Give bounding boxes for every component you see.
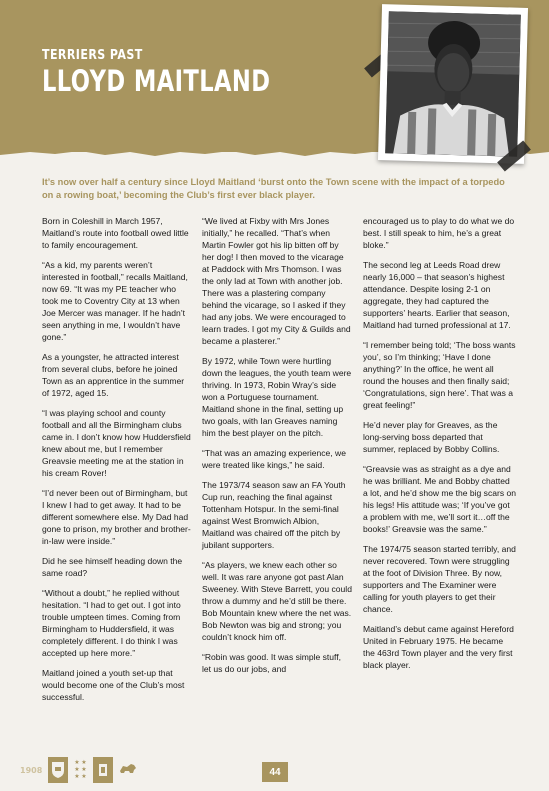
paragraph: “We lived at Fixby with Mrs Jones initially,” he recalled. “That’s when Martin Fowler got his lip bitten off by her dog! I then moved to the vicarage at Paddock with Mrs Thomson. I was the only lad at Town with another job. There was a plastering company behind the vicarage, so I asked if they had any jobs. We were encouraged to learn trades. I got my City & Guilds and became a plasterer.” [202,216,351,346]
footer-logos [20,757,137,783]
paragraph: “That was an amazing experience, we were treated like kings,” he said. [202,448,346,470]
player-photo [385,11,521,156]
stars-icon: ★ ★ ★ ★ ★ ★ [74,759,87,780]
paragraph: The 1974/75 season started terribly, and never recovered. Town were struggling at the foot of Division Three. By now, supporters and The Examiner were calling for youth players to get their chance. [363,544,516,614]
club-crest-icon [48,757,68,783]
paragraph: “Robin was good. It was simple stuff, let us do our jobs, and [202,652,342,674]
paragraph: “I was playing school and county football and all the Birmingham clubs came in. I don’t know how Huddersfield knew about me, but I remember Greavsie meeting me at the station in his cream Rover! [42,408,191,478]
paragraph: By 1972, while Town were hurtling down the leagues, the youth team were thriving. In 1973, Robin Wray’s side won a Portuguese tournament. Maitland shone in the final, setting up two goals, with Ian Greaves naming him the best player on the pitch. [202,356,352,438]
paragraph: “I remember being told; ‘The boss wants you’, so I’m thinking; ‘Have I done anything?’ In the office, he went all round the houses and then finally said; ‘Congratulations, sign here’. That was a great feeling!” [363,340,516,410]
player-photo-frame [378,4,528,164]
page-number: 44 [262,762,288,782]
terrier-dog-icon [119,761,137,780]
section-kicker: TERRIERS PAST [42,48,143,63]
paragraph: Born in Coleshill in March 1957, Maitland’s route into football owed little to family encouragement. [42,216,189,250]
paragraph: Did he see himself heading down the same road? [42,556,183,578]
paragraph: Maitland’s debut came against Hereford United in February 1975. He became the 463rd Town player and the very first black player. [363,624,514,670]
paragraph: “I’d never been out of Birmingham, but I knew I had to get away. It had to be different somewhere else. My Dad had gone to prison, my brother and brother-in-law were inside.” [42,488,191,546]
paragraph: The 1973/74 season saw an FA Youth Cup run, reaching the final against Tottenham Hotspur. In the semi-final against West Bromwich Albion, Maitland was chaired off the pitch by jubilant supporters. [202,480,346,550]
paragraph: He’d never play for Greaves, as the long-serving boss departed that summer, replaced by Bobby Collins. [363,420,500,454]
paragraph: “As a kid, my parents weren’t interested in football,” recalls Maitland, now 69. “It was my PE teacher who took me to Coventry City at 13 when Joe Mercer was manager. If he hadn’t seen anything in me, I wouldn’t have gone.” [42,260,188,342]
paragraph: “As players, we knew each other so well. It was rare anyone got past Alan Sweeney. With Steve Barrett, you could throw a dummy and he’d still be there. Bob Mountain knew where the net was. Bob Newton was big and strong; you couldn’t knock him off. [202,560,352,642]
body-column-1 [42,215,192,711]
terrier-badge-icon [93,757,113,783]
paragraph: “Greavsie was as straight as a dye and he was brilliant. Me and Bobby chatted a lot, and he’d show me the big scars on his legs! His attitude was; ‘If you’ve got a problem with me, we’ll sort it…off the books!’ Greavsie was the same.” [363,464,516,534]
body-column-2 [202,215,352,683]
club-year-logo: 1908 [20,765,43,775]
paragraph: encouraged us to play to do what we do best. I still speak to him, he’s a great bloke.” [363,216,515,250]
paragraph: The second leg at Leeds Road drew nearly 16,000 – that season’s highest attendance. Despite losing 2-1 on aggregate, they had captured the supporters’ hearts. Earlier that season, Maitland had turned professional at 17. [363,260,511,330]
article-title: LLOYD MAITLAND [42,64,271,98]
body-column-3 [363,215,516,679]
paragraph: As a youngster, he attracted interest from several clubs, before he joined Town as an apprentice in the summer of 1972, aged 15. [42,352,185,398]
paragraph: “Without a doubt,” he replied without hesitation. “I had to get out. I got into trouble umpteen times. Coming from Birmingham to Huddersfield, it was completely different. I do think I was accepted up here more.” [42,588,181,658]
paragraph: Maitland joined a youth set-up that would become one of the Club’s most successful. [42,668,185,702]
standfirst: It’s now over half a century since Lloyd Maitland ‘burst onto the Town scene with the impact of a torpedo on a rowing boat,’ becoming the Club’s first ever black player. [42,177,505,200]
